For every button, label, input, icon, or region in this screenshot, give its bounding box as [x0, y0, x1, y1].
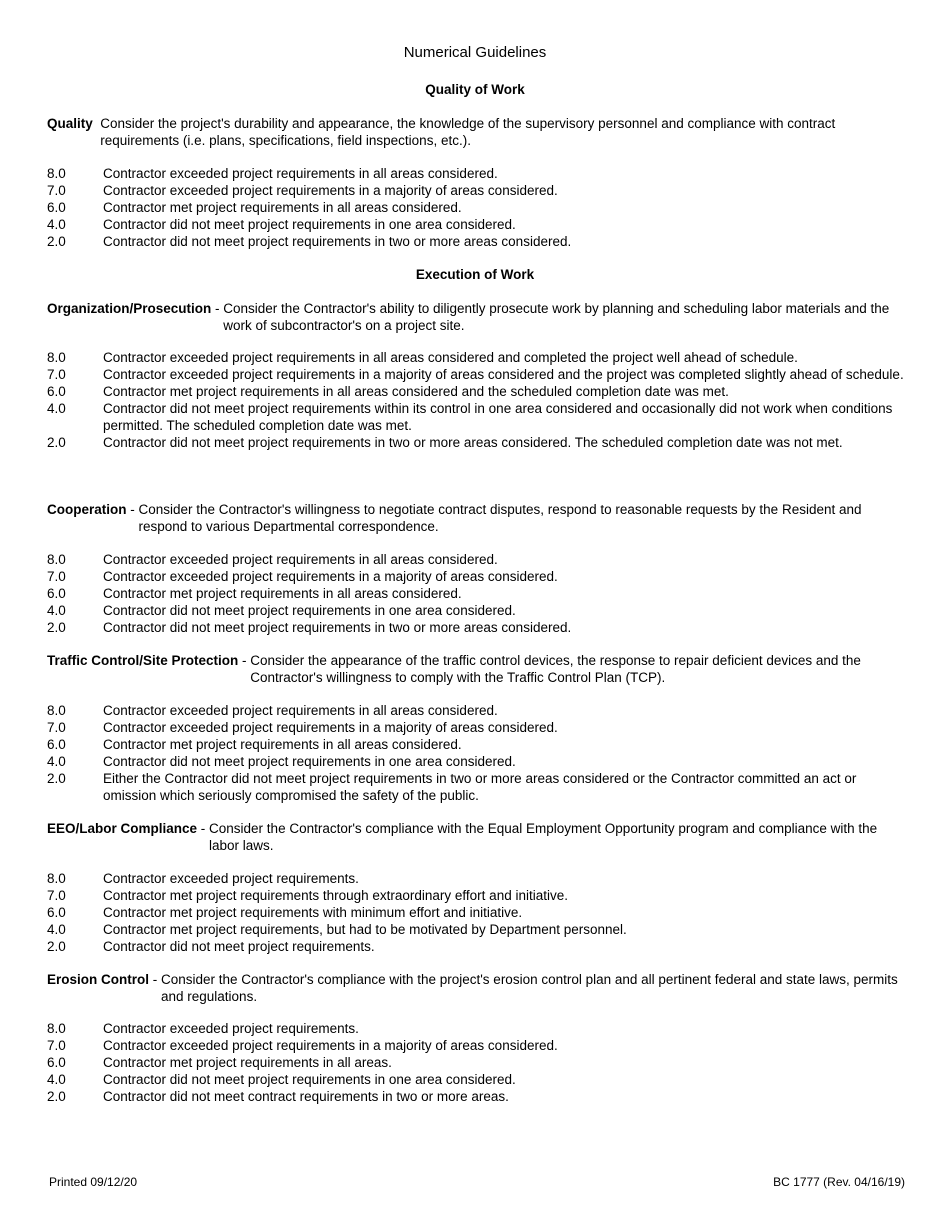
rating-row — [47, 904, 907, 921]
rating-score: 7.0 — [47, 367, 66, 382]
criterion-quality — [47, 115, 907, 149]
rating-score: 4.0 — [47, 401, 66, 416]
rating-row — [47, 400, 907, 434]
rating-text: Contractor did not meet project requirements in one area considered. — [103, 1072, 516, 1087]
criterion-label: Quality — [47, 116, 93, 131]
rating-score: 6.0 — [47, 737, 66, 752]
rating-row — [47, 216, 907, 233]
rating-score: 8.0 — [47, 703, 66, 718]
rating-text: Contractor exceeded project requirements in a majority of areas considered. — [103, 183, 558, 198]
rating-score: 4.0 — [47, 217, 66, 232]
rating-score: 2.0 — [47, 435, 66, 450]
rating-row — [47, 702, 907, 719]
criterion-separator: - — [126, 502, 139, 517]
rating-score: 4.0 — [47, 1072, 66, 1087]
rating-row — [47, 551, 907, 568]
rating-row — [47, 182, 907, 199]
rating-score: 7.0 — [47, 888, 66, 903]
rating-text: Contractor exceeded project requirements in all areas considered. — [103, 552, 498, 567]
ratings-erosion-control — [47, 1020, 907, 1105]
rating-text: Contractor exceeded project requirements. — [103, 1021, 359, 1036]
ratings-cooperation — [47, 551, 907, 636]
rating-text: Contractor did not meet project requirements in two or more areas considered. The scheduled completion date was not met. — [103, 435, 843, 450]
rating-score: 8.0 — [47, 552, 66, 567]
rating-row — [47, 165, 907, 182]
rating-row — [47, 349, 907, 366]
rating-text: Contractor did not meet project requirements in two or more areas considered. — [103, 620, 572, 635]
rating-score: 4.0 — [47, 922, 66, 937]
rating-text: Contractor exceeded project requirements. — [103, 871, 359, 886]
rating-row — [47, 938, 907, 955]
criterion-separator: - — [238, 653, 251, 668]
rating-row — [47, 383, 907, 400]
rating-text: Contractor did not meet contract requirements in two or more areas. — [103, 1089, 509, 1104]
rating-score: 6.0 — [47, 905, 66, 920]
rating-text: Contractor met project requirements through extraordinary effort and initiative. — [103, 888, 568, 903]
rating-score: 2.0 — [47, 771, 66, 786]
criterion-label: Organization/Prosecution — [47, 301, 212, 316]
rating-row — [47, 736, 907, 753]
printed-date: Printed 09/12/20 — [49, 1175, 138, 1189]
rating-text: Contractor did not meet project requirements. — [103, 939, 375, 954]
rating-score: 6.0 — [47, 1055, 66, 1070]
rating-row — [47, 602, 907, 619]
ratings-organization-prosecution — [47, 349, 907, 451]
rating-text: Contractor exceeded project requirements in all areas considered and completed the project well ahead of schedule. — [103, 350, 798, 365]
ratings-traffic-control — [47, 702, 907, 804]
rating-row — [47, 870, 907, 887]
criterion-description: Consider the project's durability and appearance, the knowledge of the supervisory personnel and compliance with contract requirements (i.e. plans, specifications, field inspections, etc.). — [100, 116, 836, 148]
rating-score: 4.0 — [47, 754, 66, 769]
rating-score: 2.0 — [47, 620, 66, 635]
rating-score: 7.0 — [47, 1038, 66, 1053]
rating-text: Contractor did not meet project requirements in one area considered. — [103, 603, 516, 618]
rating-text: Contractor did not meet project requirements in one area considered. — [103, 754, 516, 769]
ratings-quality — [47, 165, 907, 250]
rating-row — [47, 770, 907, 804]
page-title: Numerical Guidelines — [403, 44, 547, 61]
rating-text: Contractor did not meet project requirements within its control in one area considered and occasionally did not work when conditions permitted. The scheduled completion date was met. — [103, 401, 893, 433]
rating-text: Contractor exceeded project requirements in a majority of areas considered. — [103, 569, 558, 584]
criterion-traffic-control — [47, 652, 907, 686]
criterion-separator: - — [197, 821, 210, 836]
criterion-label: Erosion Control — [47, 972, 149, 987]
rating-text: Contractor exceeded project requirements in a majority of areas considered and the project was completed slightly ahead of schedule. — [103, 367, 904, 382]
rating-score: 8.0 — [47, 350, 66, 365]
criterion-description: Consider the appearance of the traffic control devices, the response to repair deficient devices and the Contractor's willingness to comply with the Traffic Control Plan (TCP). — [250, 653, 861, 685]
rating-row — [47, 1088, 907, 1105]
rating-text: Contractor met project requirements in all areas considered. — [103, 586, 462, 601]
rating-row — [47, 199, 907, 216]
rating-score: 6.0 — [47, 384, 66, 399]
ratings-eeo-labor — [47, 870, 907, 955]
rating-score: 8.0 — [47, 871, 66, 886]
rating-score: 4.0 — [47, 603, 66, 618]
criterion-description: Consider the Contractor's willingness to negotiate contract disputes, respond to reasonable requests by the Resident and respond to various Departmental correspondence. — [138, 502, 862, 534]
criterion-description: Consider the Contractor's compliance with the Equal Employment Opportunity program and compliance with the labor laws. — [209, 821, 878, 853]
rating-row — [47, 585, 907, 602]
criterion-separator: - — [211, 301, 224, 316]
rating-score: 7.0 — [47, 183, 66, 198]
rating-score: 6.0 — [47, 200, 66, 215]
rating-text: Contractor did not meet project requirements in one area considered. — [103, 217, 516, 232]
form-id: BC 1777 (Rev. 04/16/19) — [773, 1175, 905, 1189]
rating-score: 2.0 — [47, 1089, 66, 1104]
rating-text: Contractor exceeded project requirements in a majority of areas considered. — [103, 720, 558, 735]
rating-row — [47, 1054, 907, 1071]
criterion-erosion-control — [47, 971, 907, 1005]
rating-text: Either the Contractor did not meet project requirements in two or more areas considered or the Contractor committed an act or omission which seriously compromised the safety of the public. — [103, 771, 857, 803]
rating-row — [47, 1037, 907, 1054]
rating-score: 2.0 — [47, 234, 66, 249]
criterion-label: EEO/Labor Compliance — [47, 821, 198, 836]
rating-row — [47, 1020, 907, 1037]
rating-row — [47, 366, 907, 383]
criterion-organization-prosecution — [47, 300, 907, 334]
rating-text: Contractor met project requirements, but had to be motivated by Department personnel. — [103, 922, 627, 937]
section-heading-quality-of-work: Quality of Work — [425, 82, 525, 97]
section-heading-execution-of-work: Execution of Work — [415, 267, 535, 282]
rating-row — [47, 619, 907, 636]
rating-row — [47, 1071, 907, 1088]
rating-score: 6.0 — [47, 586, 66, 601]
rating-row — [47, 434, 907, 451]
rating-row — [47, 887, 907, 904]
criterion-description: Consider the Contractor's ability to diligently prosecute work by planning and scheduling labor materials and the work of subcontractor's on a project site. — [223, 301, 890, 333]
criterion-separator — [93, 115, 101, 149]
rating-text: Contractor met project requirements in all areas. — [103, 1055, 392, 1070]
rating-row — [47, 568, 907, 585]
rating-score: 7.0 — [47, 720, 66, 735]
rating-text: Contractor met project requirements in all areas considered and the scheduled completion date was met. — [103, 384, 729, 399]
criterion-cooperation — [47, 501, 907, 535]
rating-score: 8.0 — [47, 1021, 66, 1036]
criterion-label: Traffic Control/Site Protection — [47, 653, 239, 668]
rating-text: Contractor met project requirements with minimum effort and initiative. — [103, 905, 523, 920]
rating-text: Contractor met project requirements in all areas considered. — [103, 200, 462, 215]
rating-score: 2.0 — [47, 939, 66, 954]
rating-row — [47, 233, 907, 250]
criterion-label: Cooperation — [47, 502, 127, 517]
criterion-description: Consider the Contractor's compliance with the project's erosion control plan and all pertinent federal and state laws, permits and regulations. — [161, 972, 898, 1004]
rating-text: Contractor exceeded project requirements in all areas considered. — [103, 166, 498, 181]
rating-row — [47, 753, 907, 770]
rating-row — [47, 719, 907, 736]
criterion-eeo-labor — [47, 820, 907, 854]
rating-text: Contractor did not meet project requirements in two or more areas considered. — [103, 234, 572, 249]
rating-row — [47, 921, 907, 938]
rating-score: 8.0 — [47, 166, 66, 181]
rating-text: Contractor met project requirements in all areas considered. — [103, 737, 462, 752]
rating-text: Contractor exceeded project requirements in a majority of areas considered. — [103, 1038, 558, 1053]
criterion-separator: - — [149, 972, 161, 987]
rating-score: 7.0 — [47, 569, 66, 584]
rating-text: Contractor exceeded project requirements in all areas considered. — [103, 703, 498, 718]
